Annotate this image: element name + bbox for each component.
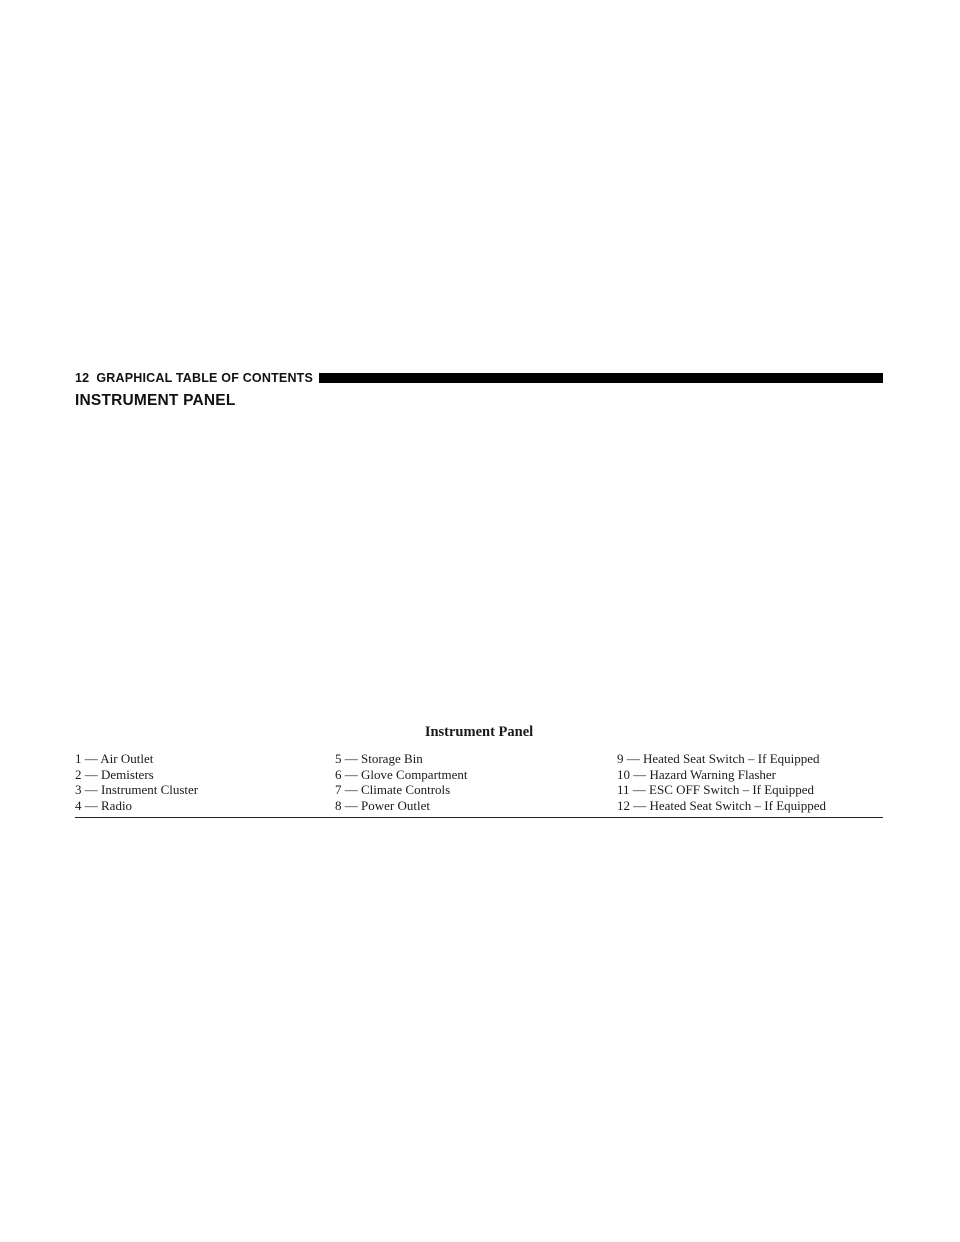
legend-item: 2 — Demisters bbox=[75, 766, 154, 782]
figure-legend bbox=[75, 751, 883, 818]
legend-item: 12 — Heated Seat Switch – If Equipped bbox=[617, 797, 827, 813]
legend-column-1 bbox=[75, 751, 198, 813]
legend-item: 6 — Glove Compartment bbox=[335, 766, 468, 782]
legend-item: 11 — ESC OFF Switch – If Equipped bbox=[617, 782, 815, 797]
header-section-name: GRAPHICAL TABLE OF CONTENTS bbox=[96, 371, 314, 385]
legend-column-3 bbox=[617, 751, 826, 813]
section-title: INSTRUMENT PANEL bbox=[75, 392, 236, 409]
legend-item: 10 — Hazard Warning Flasher bbox=[617, 766, 777, 782]
legend-item: 3 — Instrument Cluster bbox=[75, 782, 199, 797]
running-header-text bbox=[75, 371, 313, 385]
legend-item: 7 — Climate Controls bbox=[335, 782, 451, 797]
figure-caption: Instrument Panel bbox=[424, 724, 534, 740]
instrument-panel-figure bbox=[75, 420, 883, 715]
running-header bbox=[75, 368, 883, 388]
legend-item: 9 — Heated Seat Switch – If Equipped bbox=[617, 751, 820, 766]
legend-item: 8 — Power Outlet bbox=[335, 797, 430, 813]
legend-item: 5 — Storage Bin bbox=[335, 751, 423, 766]
header-rule-bar bbox=[319, 373, 883, 383]
page-number: 12 bbox=[75, 371, 90, 385]
legend-item: 1 — Air Outlet bbox=[75, 751, 154, 766]
legend-item: 4 — Radio bbox=[75, 797, 133, 813]
legend-column-2 bbox=[335, 751, 468, 813]
